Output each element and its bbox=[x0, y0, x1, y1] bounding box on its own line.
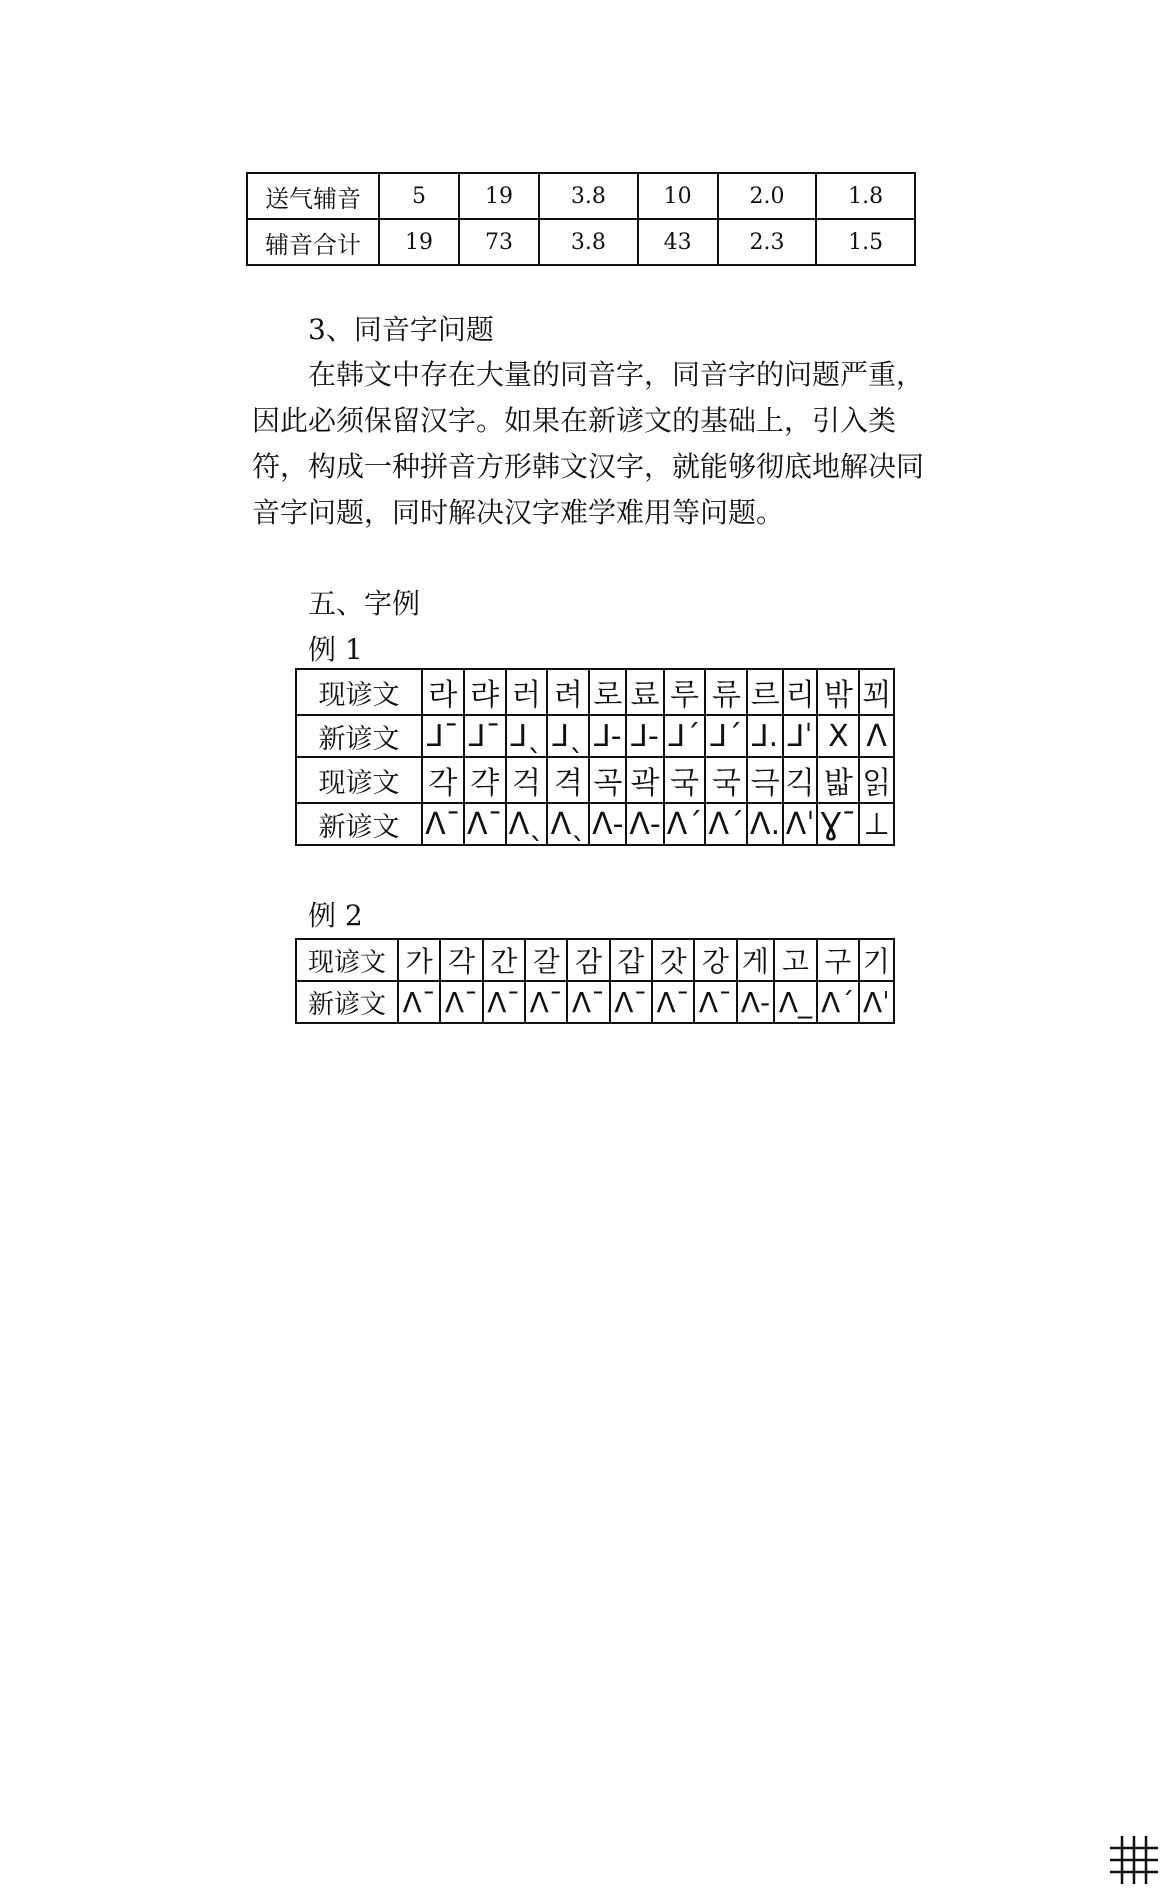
table-cell: Ʌˉ bbox=[440, 981, 482, 1023]
table-cell: ⅃ˈ bbox=[783, 715, 818, 757]
row-label: 现谚文 bbox=[296, 939, 398, 981]
table-cell: Ɣˉ bbox=[817, 803, 859, 845]
table-cell: 걱 bbox=[506, 757, 548, 803]
table-cell: 로 bbox=[589, 669, 626, 715]
table-cell: 각 bbox=[440, 939, 482, 981]
table-cell: 밟 bbox=[817, 757, 859, 803]
example-2-table bbox=[295, 938, 895, 1024]
table-cell: 밖 bbox=[817, 669, 859, 715]
table-cell: Ʌˊ bbox=[705, 803, 747, 845]
table-cell: 극 bbox=[747, 757, 783, 803]
example-row bbox=[296, 803, 894, 845]
table-cell: 긱 bbox=[783, 757, 818, 803]
table-cell: 73 bbox=[459, 219, 539, 265]
table-cell: ⅃ˉ bbox=[422, 715, 464, 757]
table-cell: 가 bbox=[398, 939, 440, 981]
example-1-table bbox=[295, 668, 895, 846]
table-cell: Ʌˉ bbox=[567, 981, 609, 1023]
table-cell: 루 bbox=[664, 669, 706, 715]
table-cell: Ʌˉ bbox=[398, 981, 440, 1023]
table-cell: 갑 bbox=[610, 939, 652, 981]
table-cell: 강 bbox=[694, 939, 736, 981]
table-cell: 1.5 bbox=[816, 219, 915, 265]
table-cell: 려 bbox=[547, 669, 589, 715]
table-cell: ⅃ˊ bbox=[705, 715, 747, 757]
table-cell: Ʌˉ bbox=[610, 981, 652, 1023]
row-label: 新谚文 bbox=[296, 715, 422, 757]
table-cell: 르 bbox=[747, 669, 783, 715]
table-cell: 고 bbox=[774, 939, 816, 981]
table-cell: 구 bbox=[817, 939, 859, 981]
table-cell: 러 bbox=[506, 669, 548, 715]
table-cell: Ʌ- bbox=[737, 981, 775, 1023]
table-cell: Ʌˉ bbox=[464, 803, 506, 845]
table-cell: 라 bbox=[422, 669, 464, 715]
table-cell: Ʌˉ bbox=[694, 981, 736, 1023]
row-label: 辅音合计 bbox=[247, 219, 379, 265]
row-label: 现谚文 bbox=[296, 669, 422, 715]
section-3-paragraph: 在韩文中存在大量的同音字，同音字的问题严重，因此必须保留汉字。如果在新谚文的基础上，引入类符，构成一种拼音方形韩文汉字，就能够彻底地解决同音字问题，同时解决汉字难学难用等问题。 bbox=[252, 358, 925, 529]
table-cell: Ʌˈ bbox=[783, 803, 818, 845]
row-label: 新谚文 bbox=[296, 981, 398, 1023]
table-cell: 격 bbox=[547, 757, 589, 803]
table-cell: 2.3 bbox=[718, 219, 817, 265]
table-cell: 국 bbox=[664, 757, 706, 803]
table-cell: 국 bbox=[705, 757, 747, 803]
corner-grid-icon bbox=[1110, 1836, 1158, 1884]
table-cell: ⅃ˊ bbox=[664, 715, 706, 757]
table-cell: 기 bbox=[859, 939, 894, 981]
table-cell: 읽 bbox=[859, 757, 894, 803]
table-cell: ⊥ bbox=[859, 803, 894, 845]
table-cell: 3.8 bbox=[539, 173, 638, 219]
table-cell: 3.8 bbox=[539, 219, 638, 265]
table-cell: Ʌˉ bbox=[525, 981, 567, 1023]
table-cell: 19 bbox=[379, 219, 459, 265]
table-cell: 43 bbox=[638, 219, 718, 265]
table-cell: 각 bbox=[422, 757, 464, 803]
table-cell: Ʌˉ bbox=[652, 981, 694, 1023]
table-cell: Ʌˉ bbox=[483, 981, 525, 1023]
table-cell: ⅃. bbox=[747, 715, 783, 757]
stats-row bbox=[247, 219, 915, 265]
table-cell: 갓 bbox=[652, 939, 694, 981]
table-cell: Ʌˊ bbox=[817, 981, 859, 1023]
table-cell: Ⅹ bbox=[817, 715, 859, 757]
example-row bbox=[296, 715, 894, 757]
table-cell: Ʌ- bbox=[626, 803, 663, 845]
table-cell: 료 bbox=[626, 669, 663, 715]
table-cell: ⅃ˎ bbox=[506, 715, 548, 757]
example-2-label: 例 2 bbox=[308, 899, 363, 932]
table-cell: 19 bbox=[459, 173, 539, 219]
table-cell: 리 bbox=[783, 669, 818, 715]
example-row bbox=[296, 981, 894, 1023]
table-cell: 곽 bbox=[626, 757, 663, 803]
table-cell: ⅃- bbox=[589, 715, 626, 757]
table-cell: 간 bbox=[483, 939, 525, 981]
table-cell: 갈 bbox=[525, 939, 567, 981]
row-label: 现谚文 bbox=[296, 757, 422, 803]
table-cell: 5 bbox=[379, 173, 459, 219]
example-row bbox=[296, 669, 894, 715]
row-label: 新谚文 bbox=[296, 803, 422, 845]
table-cell: Ʌˊ bbox=[664, 803, 706, 845]
table-cell: 1.8 bbox=[816, 173, 915, 219]
table-cell: ⅃ˉ bbox=[464, 715, 506, 757]
table-cell: 게 bbox=[737, 939, 775, 981]
table-cell: 2.0 bbox=[718, 173, 817, 219]
table-cell: 감 bbox=[567, 939, 609, 981]
table-cell: 꾀 bbox=[859, 669, 894, 715]
table-cell: ⅃- bbox=[626, 715, 663, 757]
example-row bbox=[296, 939, 894, 981]
section-5-title: 五、字例 bbox=[308, 587, 421, 620]
example-row bbox=[296, 757, 894, 803]
row-label: 送气辅音 bbox=[247, 173, 379, 219]
table-cell: Ʌˎ bbox=[506, 803, 548, 845]
table-cell: Ʌ_ bbox=[774, 981, 816, 1023]
table-cell: 10 bbox=[638, 173, 718, 219]
table-cell: 류 bbox=[705, 669, 747, 715]
table-cell: Ʌ. bbox=[747, 803, 783, 845]
table-cell: Ʌˈ bbox=[859, 981, 894, 1023]
table-cell: Ʌ- bbox=[589, 803, 626, 845]
table-cell: 곡 bbox=[589, 757, 626, 803]
example-1-label: 例 1 bbox=[308, 633, 363, 666]
table-cell: Ʌˉ bbox=[422, 803, 464, 845]
table-cell: 랴 bbox=[464, 669, 506, 715]
table-cell: Ʌ bbox=[859, 715, 894, 757]
section-3-title: 3、同音字问题 bbox=[308, 313, 494, 346]
stats-row bbox=[247, 173, 915, 219]
stats-table bbox=[246, 172, 916, 266]
table-cell: 갹 bbox=[464, 757, 506, 803]
table-cell: ⅃ˎ bbox=[547, 715, 589, 757]
table-cell: Ʌˎ bbox=[547, 803, 589, 845]
